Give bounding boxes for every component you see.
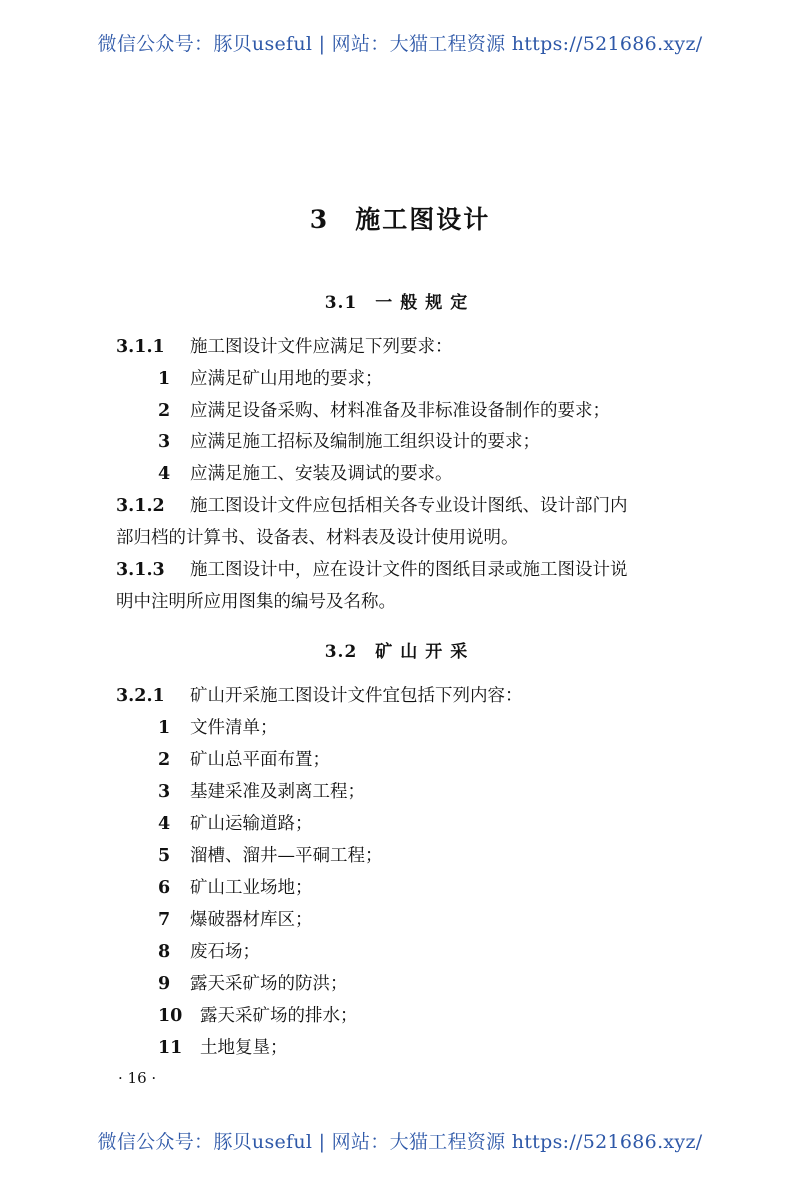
section-number: 3.2 — [324, 642, 358, 662]
watermark-top: 微信公众号：豚贝useful | 网站：大猫工程资源 https://521686.xyz/ — [97, 33, 703, 55]
clause-text: 施工图设计中，应在设计文件的图纸目录或施工图设计说 — [190, 560, 628, 580]
chapter-title — [0, 200, 800, 236]
chapter-number: 3 — [309, 205, 330, 234]
chapter-title-text: 施工图设计 — [355, 205, 491, 234]
clause-text: 施工图设计文件应满足下列要求： — [190, 337, 453, 357]
list-item: 5 溜槽、溜井—平硐工程； — [158, 846, 383, 866]
list-item: 1 应满足矿山用地的要求； — [158, 369, 383, 389]
list-item: 3 基建采准及剥离工程； — [158, 782, 365, 802]
list-item: 7 爆破器材库区； — [158, 910, 313, 930]
clause-text: 矿山开采施工图设计文件宜包括下列内容： — [190, 686, 523, 706]
list-item: 10 露天采矿场的排水； — [158, 1006, 358, 1026]
clause-number: 3.1.1 — [116, 337, 165, 357]
clause-3-1-1 — [116, 335, 716, 359]
section-heading-3-1 — [0, 288, 800, 313]
list-item: 1 文件清单； — [158, 718, 278, 738]
clause-text: 施工图设计文件应包括相关各专业设计图纸、设计部门内 — [190, 496, 628, 516]
clause-continuation: 部归档的计算书、设备表、材料表及设计使用说明。 — [116, 528, 519, 548]
clause-3-1-2 — [116, 494, 716, 518]
clause-number: 3.1.3 — [116, 560, 165, 580]
clause-number: 3.1.2 — [116, 496, 165, 516]
section-title: 一般规定 — [375, 293, 476, 313]
section-title: 矿山开采 — [375, 642, 476, 662]
page-number: · 16 · — [118, 1069, 157, 1087]
list-item: 4 矿山运输道路； — [158, 814, 313, 834]
list-item: 11 土地复垦； — [158, 1038, 288, 1058]
list-item: 4 应满足施工、安装及调试的要求。 — [158, 464, 453, 484]
list-item: 2 应满足设备采购、材料准备及非标准设备制作的要求； — [158, 401, 610, 421]
clause-3-2-1 — [116, 684, 716, 708]
list-item: 3 应满足施工招标及编制施工组织设计的要求； — [158, 432, 540, 452]
clause-3-1-3 — [116, 558, 716, 582]
list-item: 2 矿山总平面布置； — [158, 750, 330, 770]
list-item: 6 矿山工业场地； — [158, 878, 313, 898]
list-item: 8 废石场； — [158, 942, 260, 962]
section-number: 3.1 — [324, 293, 358, 313]
clause-continuation: 明中注明所应用图集的编号及名称。 — [116, 592, 396, 612]
section-heading-3-2 — [0, 637, 800, 662]
watermark-bottom: 微信公众号：豚贝useful | 网站：大猫工程资源 https://521686.xyz/ — [97, 1131, 703, 1153]
list-item: 9 露天采矿场的防洪； — [158, 974, 348, 994]
clause-number: 3.2.1 — [116, 686, 165, 706]
